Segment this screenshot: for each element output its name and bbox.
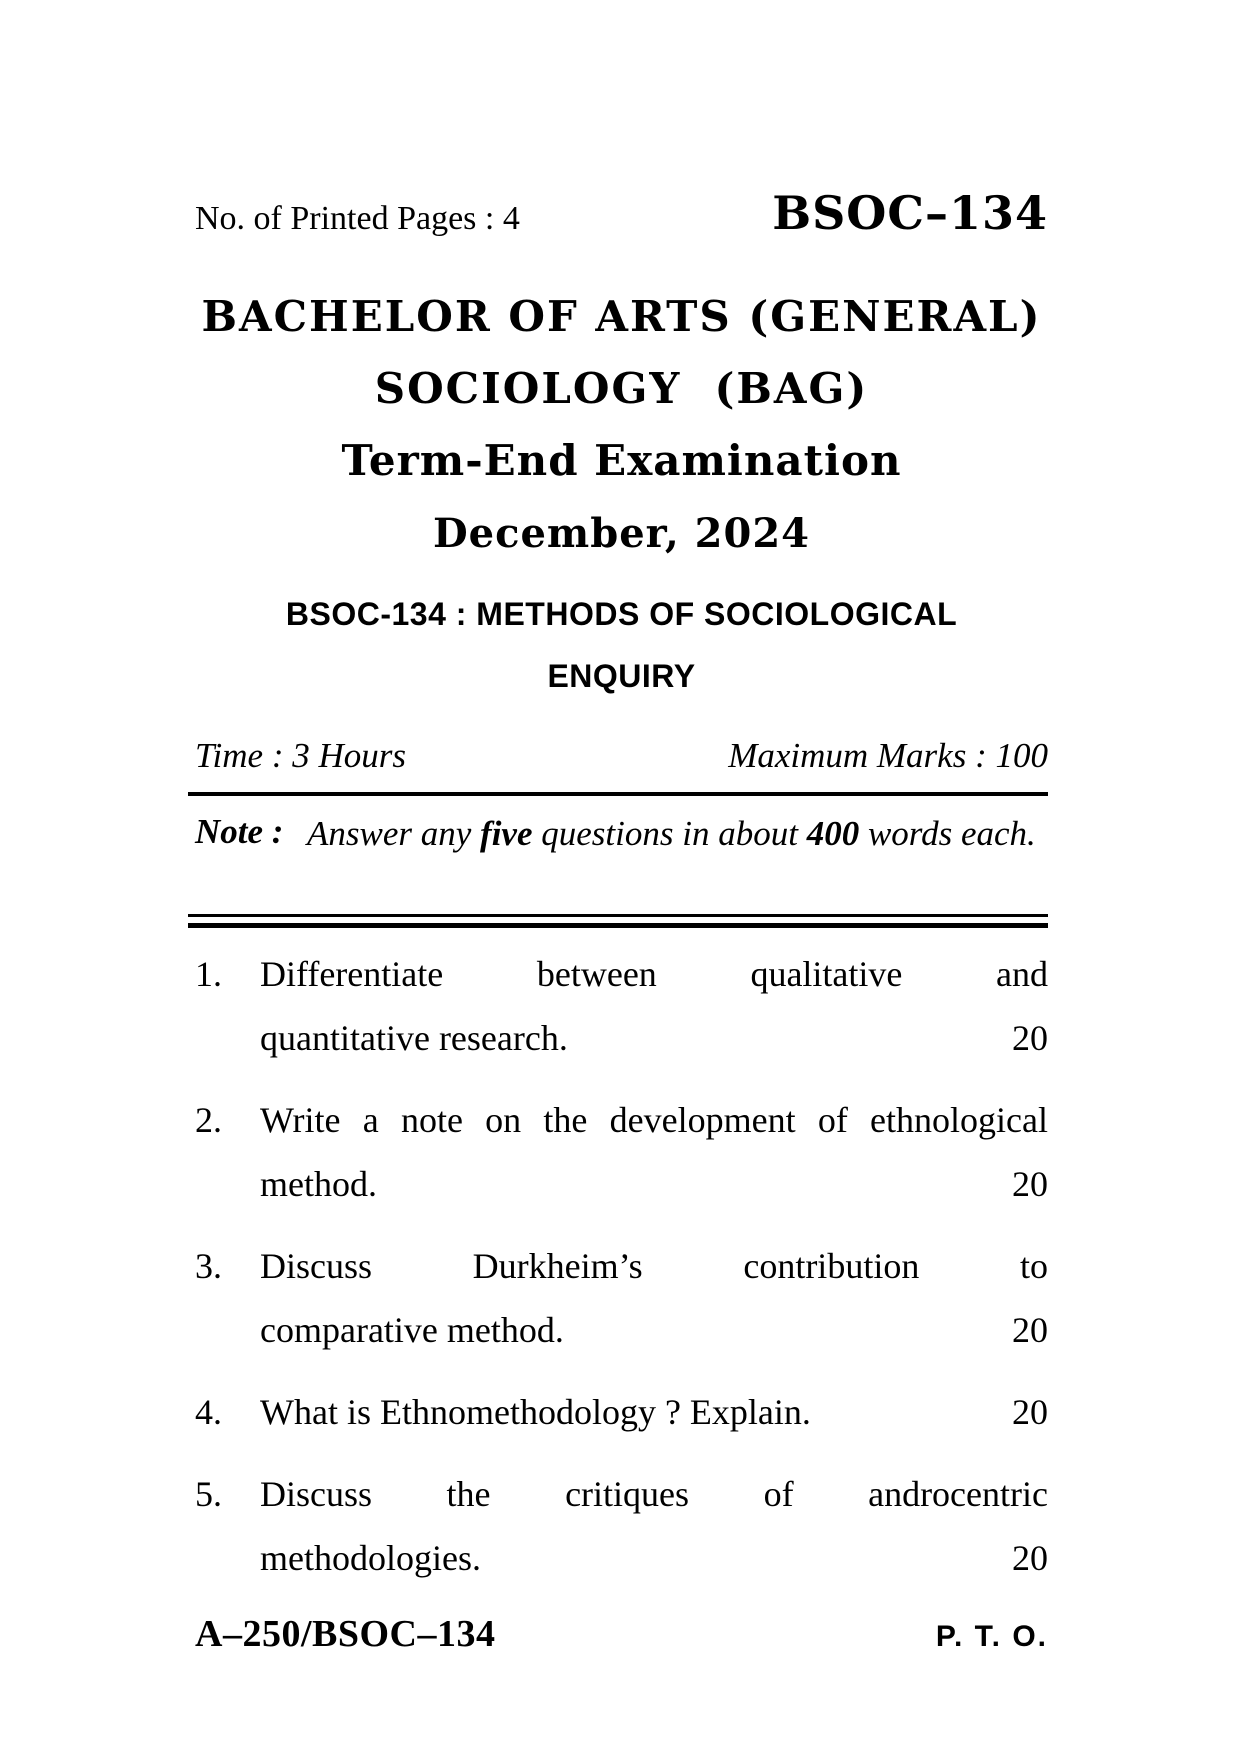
footer-pto-label: P. T. O. <box>935 1620 1048 1653</box>
divider-rule <box>188 792 1048 796</box>
question-item-2 <box>195 1088 1048 1216</box>
note-line-2 <box>807 814 1036 853</box>
question-item-3 <box>195 1234 1048 1362</box>
printed-pages-label: No. of Printed Pages : 4 <box>195 200 520 237</box>
note-body <box>307 812 1048 856</box>
question-item-1 <box>195 942 1048 1070</box>
question-last-line <box>260 1526 1048 1590</box>
title-program: BACHELOR OF ARTS (GENERAL) <box>201 292 1042 341</box>
footer-row <box>195 1612 1048 1656</box>
marks-value: 20 <box>1012 1018 1048 1058</box>
question-text-line: Discuss the critiques of androcentric <box>260 1474 1048 1514</box>
time-marks-row <box>195 736 1048 776</box>
questions-list <box>195 942 1048 1590</box>
question-text-line: Discuss Durkheim’s contribution to <box>260 1246 1048 1286</box>
note-section <box>195 812 1048 856</box>
question-body <box>260 1234 1048 1362</box>
marks-value: 20 <box>1012 1310 1048 1350</box>
question-text-line: Write a note on the development of ethnological <box>260 1100 1048 1140</box>
page-content <box>195 0 1048 1754</box>
question-body <box>260 1088 1048 1216</box>
footer-paper-code: A–250/BSOC–134 <box>195 1613 496 1655</box>
title-subject: SOCIOLOGY (BAG) <box>374 364 869 413</box>
course-title-line2: ENQUIRY <box>547 658 696 694</box>
note-text-cont: questions in about <box>541 814 798 853</box>
double-divider-rule <box>188 914 1048 928</box>
question-number: 5. <box>195 1474 222 1514</box>
question-number: 4. <box>195 1392 222 1432</box>
question-text-line: Differentiate between qualitative and <box>260 954 1048 994</box>
question-last-line <box>260 1006 1048 1070</box>
question-text-end: quantitative research. <box>260 1018 568 1058</box>
course-title-line1: BSOC-134 : METHODS OF SOCIOLOGICAL <box>285 596 958 632</box>
note-line-1 <box>307 814 798 853</box>
title-exam: Term-End Examination <box>341 436 902 485</box>
question-text-end: methodologies. <box>260 1538 481 1578</box>
note-label: Note : <box>195 812 284 851</box>
question-body <box>260 1462 1048 1590</box>
note-emphasis-400: 400 <box>806 814 860 853</box>
paper-code: BSOC–134 <box>772 186 1048 240</box>
question-text-end: What is Ethnomethodology ? Explain. <box>260 1392 811 1432</box>
marks-value: 20 <box>1012 1164 1048 1204</box>
maximum-marks-label: Maximum Marks : 100 <box>728 736 1048 775</box>
time-allowed-label: Time : 3 Hours <box>195 736 406 775</box>
question-number: 1. <box>195 954 222 994</box>
question-body <box>260 942 1048 1070</box>
question-text-end: comparative method. <box>260 1310 564 1350</box>
question-number: 3. <box>195 1246 222 1286</box>
question-number: 2. <box>195 1100 222 1140</box>
title-session: December, 2024 <box>432 510 811 557</box>
header-row <box>195 186 1048 240</box>
question-item-5 <box>195 1462 1048 1590</box>
marks-value: 20 <box>1012 1392 1048 1432</box>
marks-value: 20 <box>1012 1538 1048 1578</box>
question-last-line <box>260 1298 1048 1362</box>
question-item-4 <box>195 1380 1048 1444</box>
question-last-line <box>260 1152 1048 1216</box>
note-text: Answer any <box>307 814 472 853</box>
note-emphasis-five: five <box>480 814 533 853</box>
question-body <box>260 1380 1048 1444</box>
question-text-end: method. <box>260 1164 377 1204</box>
note-text-end: words each. <box>859 814 1036 853</box>
question-last-line <box>260 1380 1048 1444</box>
